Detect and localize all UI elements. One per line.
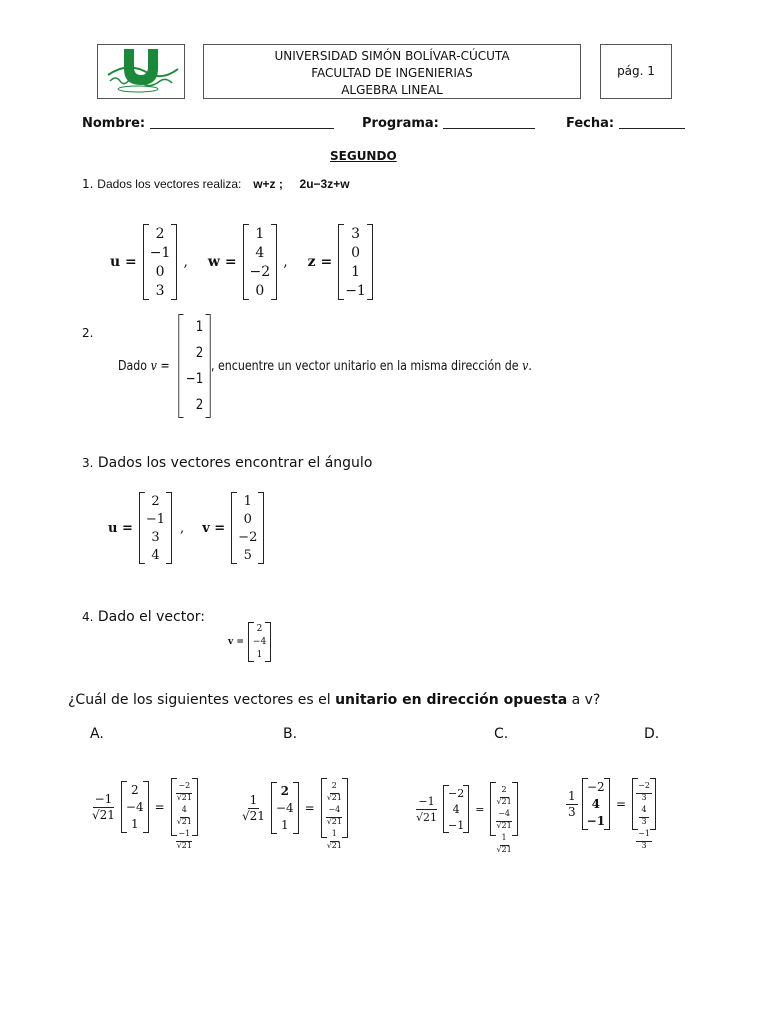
option-d[interactable] xyxy=(566,778,656,850)
mc-question xyxy=(68,692,600,708)
section-title: SEGUNDO xyxy=(330,149,397,163)
q2-v-0: 1 xyxy=(195,319,204,335)
option-b-res-0-den: √21 xyxy=(326,793,342,802)
option-b-res-1-den: √21 xyxy=(326,817,342,826)
q3-v-label: v = xyxy=(202,520,226,536)
option-c-vec-1: 4 xyxy=(452,802,460,816)
option-b-result xyxy=(321,778,348,850)
option-b-res-0-num: 2 xyxy=(330,778,339,794)
option-c-res-2-den: √21 xyxy=(496,845,512,854)
q1-w-matrix xyxy=(243,224,278,300)
q1-z-matrix xyxy=(338,224,373,300)
q1-w-2: −2 xyxy=(249,263,271,280)
q3-u-1: −1 xyxy=(145,511,166,527)
q3-u-2: 3 xyxy=(151,529,160,545)
option-b-res-2-num: 1 xyxy=(330,826,339,842)
q4-text xyxy=(82,609,205,625)
option-b-res-2-den: √21 xyxy=(326,841,342,850)
q3-u-label: u = xyxy=(108,520,133,536)
option-a-letter[interactable]: A. xyxy=(90,726,104,742)
option-a-res-0-den: √21 xyxy=(176,793,192,802)
program-line xyxy=(443,127,535,129)
q3-u-matrix xyxy=(139,492,172,564)
option-a-equals: = xyxy=(154,800,165,814)
q1-u-matrix xyxy=(143,224,178,300)
q2-var: v xyxy=(150,358,157,374)
option-a-res-1-den: √21 xyxy=(176,817,192,826)
option-b-res-1-num: −4 xyxy=(326,802,342,818)
mc-question-pre: ¿Cuál de los siguientes vectores es el xyxy=(68,692,336,708)
option-b-vec-0: 2 xyxy=(280,783,289,798)
option-c-res-0-den: √21 xyxy=(496,797,512,806)
q2-v-2: −1 xyxy=(185,371,204,387)
option-d-vec xyxy=(582,778,610,830)
q1-number: 1. xyxy=(82,177,94,191)
q3-v-matrix xyxy=(231,492,264,564)
q4-v-2: 1 xyxy=(256,650,263,661)
name-line xyxy=(150,127,334,129)
option-d-res-0-den: 3 xyxy=(641,793,647,802)
option-a-vec-2: 1 xyxy=(130,817,139,832)
q3-v-1: 0 xyxy=(243,511,252,527)
q2-v-1: 2 xyxy=(195,345,204,361)
option-d-res-2-num: −1 xyxy=(636,826,652,842)
option-a-coef-den: √21 xyxy=(92,807,115,822)
q1-z-1: 0 xyxy=(351,244,360,261)
q1-vectors xyxy=(110,224,373,300)
q4-number: 4. xyxy=(82,610,94,624)
q3-v-2: −2 xyxy=(238,529,258,545)
q1-z-2: 1 xyxy=(351,263,360,280)
q1-z-0: 3 xyxy=(351,225,360,242)
usb-logo-icon xyxy=(98,45,184,98)
option-b-vec-1: −4 xyxy=(275,800,294,815)
q3-number: 3. xyxy=(82,456,94,470)
option-d-coef xyxy=(566,789,578,820)
option-d-res-2-den: 3 xyxy=(641,841,647,850)
option-a-res-1-num: 4 xyxy=(180,802,189,818)
faculty-name: FACULTAD DE INGENIERIAS xyxy=(311,66,473,80)
option-b[interactable] xyxy=(240,778,348,850)
option-a-res-2-den: √21 xyxy=(176,841,192,850)
q1-w-3: 0 xyxy=(255,282,265,299)
page-number: pág. 1 xyxy=(617,64,655,78)
q1-z-label: z = xyxy=(307,254,333,270)
option-d-result xyxy=(632,778,656,850)
header-title-box xyxy=(203,44,581,99)
q2-number: 2. xyxy=(82,326,94,340)
q3-vectors xyxy=(108,492,264,564)
option-c-coef-num: −1 xyxy=(418,794,435,808)
option-c-coef-den: √21 xyxy=(416,810,438,824)
option-a-coef xyxy=(90,792,117,823)
option-a[interactable] xyxy=(90,778,198,850)
q1-u-2: 0 xyxy=(155,263,165,280)
option-b-coef xyxy=(240,793,267,824)
option-a-result xyxy=(171,778,198,850)
option-d-res-0-num: −2 xyxy=(636,778,652,794)
q2-eq: = xyxy=(156,358,170,374)
option-a-vec xyxy=(121,781,149,833)
q1-u-0: 2 xyxy=(155,225,165,242)
q2-statement xyxy=(118,314,532,418)
q2-v-3: 2 xyxy=(195,397,204,413)
program-field[interactable] xyxy=(362,116,535,131)
option-d-coef-den: 3 xyxy=(568,804,576,819)
name-label: Nombre: xyxy=(82,116,146,131)
option-d-equals: = xyxy=(616,797,627,811)
option-c-res-1-num: −4 xyxy=(496,806,512,822)
option-b-equals: = xyxy=(304,801,315,815)
page-number-box xyxy=(600,44,672,99)
option-a-res-2-num: −1 xyxy=(176,826,192,842)
q1-comma-2: , xyxy=(283,254,288,270)
option-d-coef-num: 1 xyxy=(568,788,576,803)
q1-u-1: −1 xyxy=(149,244,171,261)
q3-comma: , xyxy=(180,520,185,536)
option-d-res-1-den: 3 xyxy=(641,817,647,826)
university-name: UNIVERSIDAD SIMÓN BOLÍVAR-CÚCUTA xyxy=(274,49,510,63)
option-d-vec-2: −1 xyxy=(586,814,606,829)
q1-statement: Dados los vectores realiza: xyxy=(97,177,242,191)
option-d-res-1-num: 4 xyxy=(639,802,648,818)
q4-v-1: −4 xyxy=(252,636,267,647)
mc-question-post: a v? xyxy=(567,692,601,708)
option-c-coef xyxy=(414,794,439,825)
program-label: Programa: xyxy=(362,116,439,131)
option-a-vec-1: −4 xyxy=(125,799,144,814)
option-c-vec-2: −1 xyxy=(448,818,465,832)
option-c-equals: = xyxy=(475,802,485,816)
q2-suffix-var: v xyxy=(522,358,529,374)
q2-prefix: Dado xyxy=(118,358,151,374)
q1-u-label: u = xyxy=(110,254,137,270)
mc-question-bold: unitario en dirección opuesta xyxy=(335,692,568,708)
q1-text xyxy=(82,177,350,191)
option-d-vec-0: −2 xyxy=(586,779,605,794)
q3-text xyxy=(82,455,372,471)
option-c-res-0-num: 2 xyxy=(500,782,509,798)
option-d-letter[interactable]: D. xyxy=(644,726,660,742)
q2-v-matrix xyxy=(178,314,211,418)
option-a-vec-0: 2 xyxy=(130,782,139,797)
q3-u-0: 2 xyxy=(151,493,160,509)
option-d-vec-1: 4 xyxy=(591,796,601,811)
option-c-vec-0: −2 xyxy=(448,786,465,800)
q3-v-3: 5 xyxy=(243,547,252,563)
q2-suffix: , encuentre un vector unitario en la misma dirección de xyxy=(210,358,523,374)
option-b-vec xyxy=(271,782,299,834)
q1-w-0: 1 xyxy=(255,225,265,242)
q3-statement: Dados los vectores encontrar el ángulo xyxy=(97,455,373,471)
course-name: ALGEBRA LINEAL xyxy=(341,83,443,97)
date-line xyxy=(619,127,685,129)
option-b-vec-2: 1 xyxy=(280,818,289,833)
date-label: Fecha: xyxy=(566,116,615,131)
option-b-coef-den: √21 xyxy=(242,808,265,823)
option-c-res-1-den: √21 xyxy=(496,821,512,830)
q3-u-3: 4 xyxy=(151,547,160,563)
q1-comma-1: , xyxy=(183,254,188,270)
q4-v-matrix xyxy=(248,622,271,662)
date-field[interactable] xyxy=(566,116,685,131)
option-a-res-0-num: −2 xyxy=(176,778,192,794)
q1-z-3: −1 xyxy=(345,282,366,299)
option-c-vec xyxy=(443,785,469,833)
q3-v-0: 1 xyxy=(243,493,252,509)
q4-v-0: 2 xyxy=(256,623,263,634)
q4-vector xyxy=(228,622,271,662)
q4-statement: Dado el vector: xyxy=(97,609,205,625)
q1-w-1: 4 xyxy=(255,244,265,261)
option-c-result xyxy=(490,782,517,854)
option-b-letter[interactable]: B. xyxy=(283,726,298,742)
option-b-coef-num: 1 xyxy=(249,792,258,807)
option-a-coef-num: −1 xyxy=(94,791,113,806)
q4-v-label: v = xyxy=(228,637,244,647)
q1-operations: w+z ; 2u−3z+w xyxy=(253,177,350,191)
option-c-letter[interactable]: C. xyxy=(494,726,509,742)
name-field[interactable] xyxy=(82,116,334,131)
logo-box xyxy=(97,44,185,99)
q1-w-label: w = xyxy=(207,254,237,270)
q1-u-3: 3 xyxy=(155,282,165,299)
option-c[interactable] xyxy=(414,782,518,854)
option-c-res-2-num: 1 xyxy=(500,830,509,846)
q2-end: . xyxy=(528,358,532,374)
